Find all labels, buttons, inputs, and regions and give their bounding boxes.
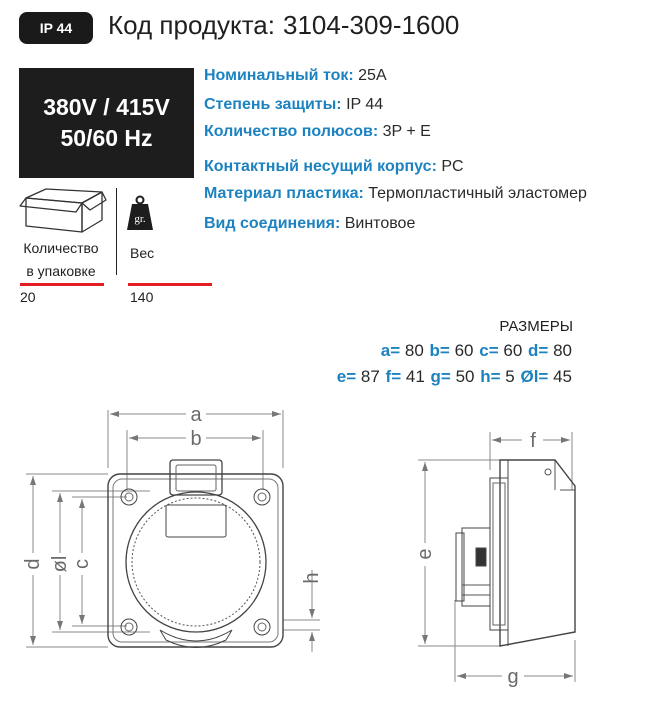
spec-value: 25A	[358, 67, 387, 84]
weight-label: Вес	[130, 245, 155, 261]
dim-label-d: d	[22, 558, 44, 570]
ip-rating-badge: IP 44	[19, 12, 93, 44]
spec-label: Номинальный ток:	[204, 67, 354, 84]
frequency-line: 50/60 Hz	[60, 125, 153, 151]
dim-value: 50	[455, 367, 475, 386]
dim-value: 60	[503, 341, 523, 360]
dim-key: d=	[528, 341, 549, 360]
dim-label-f: f	[530, 430, 536, 452]
spec-label: Контактный несущий корпус:	[204, 158, 437, 175]
dim-key: e=	[336, 367, 357, 386]
spec-label: Материал пластика:	[204, 185, 364, 202]
product-code-label: Код продукта:	[108, 10, 275, 40]
dim-key: c=	[479, 341, 499, 360]
package-label-line2: в упаковке	[26, 263, 96, 279]
spec-value: Термопластичный эластомер	[368, 185, 587, 202]
dim-label-l: øl	[49, 555, 71, 573]
product-code-value: 3104-309-1600	[283, 10, 460, 40]
dim-key: h=	[480, 367, 501, 386]
dim-value: 80	[404, 341, 424, 360]
spec-label: Вид соединения:	[204, 215, 341, 232]
dimensions-title: РАЗМЕРЫ	[499, 318, 573, 335]
dim-value: 45	[553, 367, 572, 386]
spec-label: Количество полюсов:	[204, 123, 379, 140]
package-label-line1: Количество	[23, 240, 99, 256]
dim-label-h: h	[301, 572, 323, 584]
weight-value: 140	[130, 289, 154, 305]
dim-value: 80	[553, 341, 572, 360]
dim-key: g=	[430, 367, 451, 386]
voltage-line: 380V / 415V	[43, 94, 170, 120]
dim-value: 60	[454, 341, 474, 360]
dim-label-a: a	[190, 404, 202, 426]
dim-label-g: g	[507, 666, 519, 688]
dim-label-c: c	[71, 559, 93, 569]
spec-label: Степень защиты:	[204, 96, 342, 113]
package-quantity-value: 20	[20, 289, 36, 305]
dim-label-e: e	[414, 548, 436, 560]
spec-value: Винтовое	[344, 215, 416, 232]
dim-value: 41	[405, 367, 425, 386]
dim-key: f=	[385, 367, 402, 386]
dim-label-b: b	[190, 428, 202, 450]
dim-key: b=	[429, 341, 450, 360]
spec-value: 3P + E	[382, 123, 431, 140]
spec-value: PC	[441, 158, 464, 175]
dim-value: 5	[505, 367, 515, 386]
dim-value: 87	[360, 367, 380, 386]
dim-key: a=	[380, 341, 401, 360]
dim-key: Øl=	[520, 367, 549, 386]
weight-icon-text: gr.	[134, 213, 146, 225]
spec-value: IP 44	[346, 96, 384, 113]
